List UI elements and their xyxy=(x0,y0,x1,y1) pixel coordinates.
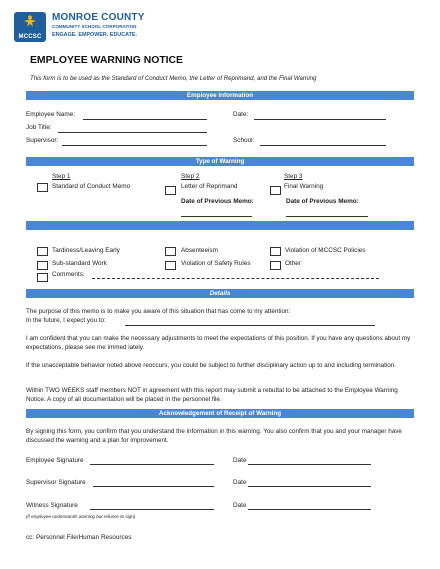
star-figure-icon xyxy=(23,15,37,27)
details-rebuttal-text: Within TWO WEEKS staff members NOT in agreement with this report may submit a rebuttal to be attached to the Employee Warning Notice. A copy of all documentation will be placed in the personnel file. xyxy=(26,387,398,403)
witness-note: (if employee understands warning but refuses to sign) xyxy=(26,514,136,519)
details-expectation-text: In the future, I expect you to: xyxy=(26,317,106,324)
date-label: Date: xyxy=(233,111,249,118)
expectation-field[interactable] xyxy=(125,325,375,326)
org-subtitle: COMMUNITY SCHOOL CORPORATION xyxy=(52,24,137,29)
mccsc-logo xyxy=(14,12,46,42)
step3-heading: Step 3 xyxy=(284,173,303,180)
section-type-of-warning: Type of Warning xyxy=(26,157,414,166)
safety-violation-label: Violation of Safety Rules xyxy=(181,260,251,267)
school-label: School: xyxy=(233,137,255,144)
step2-label: Letter of Reprimand xyxy=(181,183,238,190)
org-name: MONROE COUNTY xyxy=(52,12,145,23)
absenteeism-label: Absenteeism xyxy=(181,247,218,254)
supervisor-date-label: Date xyxy=(233,479,247,486)
step3-previous-memo-field[interactable] xyxy=(286,216,368,217)
employee-date-label: Date xyxy=(233,457,247,464)
job-title-field[interactable] xyxy=(58,132,207,133)
witness-signature-field[interactable] xyxy=(90,509,214,510)
supervisor-signature-date-field[interactable] xyxy=(248,486,371,487)
witness-date-label: Date xyxy=(233,502,247,509)
org-tagline: ENGAGE. EMPOWER. EDUCATE. xyxy=(52,32,137,38)
step2-previous-memo-label: Date of Previous Memo: xyxy=(181,198,254,205)
step3-checkbox[interactable] xyxy=(270,186,281,195)
substandard-label: Sub-standard Work xyxy=(52,260,107,267)
employee-signature-date-field[interactable] xyxy=(248,464,371,465)
tardiness-checkbox[interactable] xyxy=(37,247,48,256)
witness-signature-label: Witness Signature xyxy=(26,502,78,509)
other-checkbox[interactable] xyxy=(270,261,281,270)
details-confidence-text: I am confident that you can make the necessary adjustments to meet the expectations of this position. If you have any questions about my expectations, please see me immed iately. xyxy=(26,335,411,351)
school-field[interactable] xyxy=(260,145,386,146)
supervisor-label: Supervisor: xyxy=(26,137,59,144)
section-violation-type-bar xyxy=(26,221,414,230)
details-reoccur-text: If the unacceptable behavior noted above reoccurs, you could be subject to further disciplinary action up to and including termination. xyxy=(26,362,396,369)
logo-initials: MCCSC xyxy=(18,34,42,40)
cc-line: cc: Personnel File/Human Resources xyxy=(26,534,132,541)
witness-signature-date-field[interactable] xyxy=(248,509,371,510)
section-acknowledgement: Acknowledgement of Receipt of Warning xyxy=(26,409,414,418)
employee-signature-field[interactable] xyxy=(90,464,214,465)
step2-heading: Step 2 xyxy=(181,173,200,180)
page-title: EMPLOYEE WARNING NOTICE xyxy=(30,55,183,66)
other-label: Other xyxy=(285,260,301,267)
substandard-checkbox[interactable] xyxy=(37,261,48,270)
safety-violation-checkbox[interactable] xyxy=(165,261,176,270)
comments-label: Comments: xyxy=(52,271,85,278)
employee-name-label: Employee Name: xyxy=(26,111,76,118)
comments-checkbox[interactable] xyxy=(37,273,48,282)
job-title-label: Job Title: xyxy=(26,124,52,131)
details-purpose-text: The purpose of this memo is to make you aware of this situation that has come to my attention: xyxy=(26,308,291,315)
supervisor-signature-field[interactable] xyxy=(93,486,214,487)
absenteeism-checkbox[interactable] xyxy=(165,247,176,256)
step3-label: Final Warning xyxy=(284,183,324,190)
step3-previous-memo-label: Date of Previous Memo: xyxy=(286,198,359,205)
section-details: Details xyxy=(26,289,414,298)
supervisor-signature-label: Supervisor Signature xyxy=(26,479,86,486)
intro-text: This form is to be used as the Standard of Conduct Memo, the Letter of Reprimand, and the Final Warning xyxy=(30,75,317,82)
acknowledgement-text: By signing this form, you confirm that you understand the information in this warning. You also confirm that you and your manager have discussed the warning and a plan for improvement. xyxy=(26,428,402,444)
step1-heading: Step 1 xyxy=(52,173,71,180)
employee-signature-label: Employee Signature xyxy=(26,457,84,464)
step1-checkbox[interactable] xyxy=(37,183,48,192)
policy-violation-label: Violation of MCCSC Policies xyxy=(285,247,366,254)
supervisor-field[interactable] xyxy=(62,145,207,146)
step2-checkbox[interactable] xyxy=(165,186,176,195)
step2-previous-memo-field[interactable] xyxy=(181,216,252,217)
employee-name-field[interactable] xyxy=(83,119,207,120)
step1-label: Standard of Conduct Memo xyxy=(52,183,131,190)
section-employee-information: Employee Information xyxy=(26,91,414,100)
comments-field[interactable] xyxy=(92,278,379,279)
date-field[interactable] xyxy=(254,119,386,120)
tardiness-label: Tardiness/Leaving Early xyxy=(52,247,120,254)
policy-violation-checkbox[interactable] xyxy=(270,247,281,256)
